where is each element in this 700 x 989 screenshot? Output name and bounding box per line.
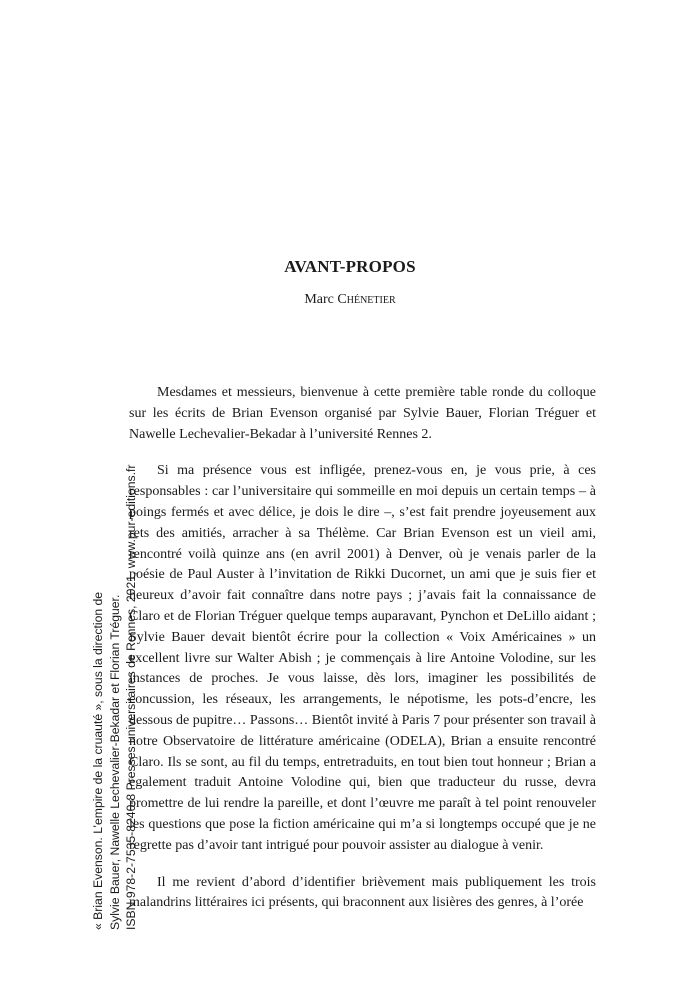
body-text bbox=[129, 383, 596, 930]
paragraph-3: Il me revient d’abord d’identifier brièvement mais publiquement les trois malandrins littéraires ici présents, qui braconnent aux lisières des genres, à l’orée bbox=[129, 874, 596, 911]
author-first-name: Marc bbox=[304, 292, 334, 307]
paragraph-2: Si ma présence vous est infligée, prenez-vous en, je vous prie, à ces responsables : car l’universitaire qui sommeille en moi depuis un certain temps – à poings fermés et avec délice, je dois le dire –, s’est fait prendre joyeusement aux rets des amitiés, arracher à sa Thélème. Car Brian Evenson est un vieil ami, rencontré voilà quinze ans (en avril 2001) à Denver, où je venais parler de la poésie de Paul Auster à l’invitation de Rikki Ducornet, un ami que je suis fier et heureux d’avoir fait connaître dans notre pays ; j’avais fait la connaissance de Claro et de Florian Tréguer quelque temps auparavant, Pynchon et DeLillo aidant ; Sylvie Bauer devait bientôt écrire pour la collection « Voix Américaines » un excellent livre sur Walter Abish ; je commençais à lire Antoine Volodine, sur les instances de proches. Je vous laisse, dès lors, imaginer les possibilités de concussion, les réseaux, les arrangements, le népotisme, les pots-d’encre, les dessous de pupitre… Passons… Bientôt invité à Paris 7 pour présenter son travail à notre Observatoire de littérature américaine (ODELA), Brian a ensuite rencontré Claro. Ils se sont, au fil du temps, entretraduits, en tout bien tout honneur ; Brian a également traduit Antoine Volodine qui, bien que traducteur du russe, devra promettre de lui rendre la pareille, et dont l’œuvre me paraît à tel point renouveler les questions que pose la fiction américaine qui m’a si longtemps occupé que je ne regrette pas d’avoir tant intrigué pour pouvoir assister au dialogue à venir. bbox=[129, 463, 596, 853]
paragraph-1: Mesdames et messieurs, bienvenue à cette première table ronde du colloque sur les écrits de Brian Evenson organisé par Sylvie Bauer, Florian Tréguer et Nawelle Lechevalier-Bekadar à l’université Rennes 2. bbox=[129, 385, 596, 442]
page-title: AVANT-PROPOS bbox=[284, 257, 416, 276]
side-note-line-1: « Brian Evenson. L’empire de la cruauté », sous la direction de bbox=[91, 591, 105, 930]
copyright-side-note bbox=[90, 465, 140, 930]
side-note-line-2: Sylvie Bauer, Nawelle Lechevalier-Bekadar et Florian Tréguer. bbox=[107, 594, 122, 930]
author-name bbox=[0, 292, 700, 308]
author-last-name: Chénetier bbox=[337, 292, 396, 307]
side-note-line-3: ISBN 978-2-7535-8240-8 Presses universitaires de Rennes, 2021, www.pur-editions.fr bbox=[124, 464, 138, 930]
